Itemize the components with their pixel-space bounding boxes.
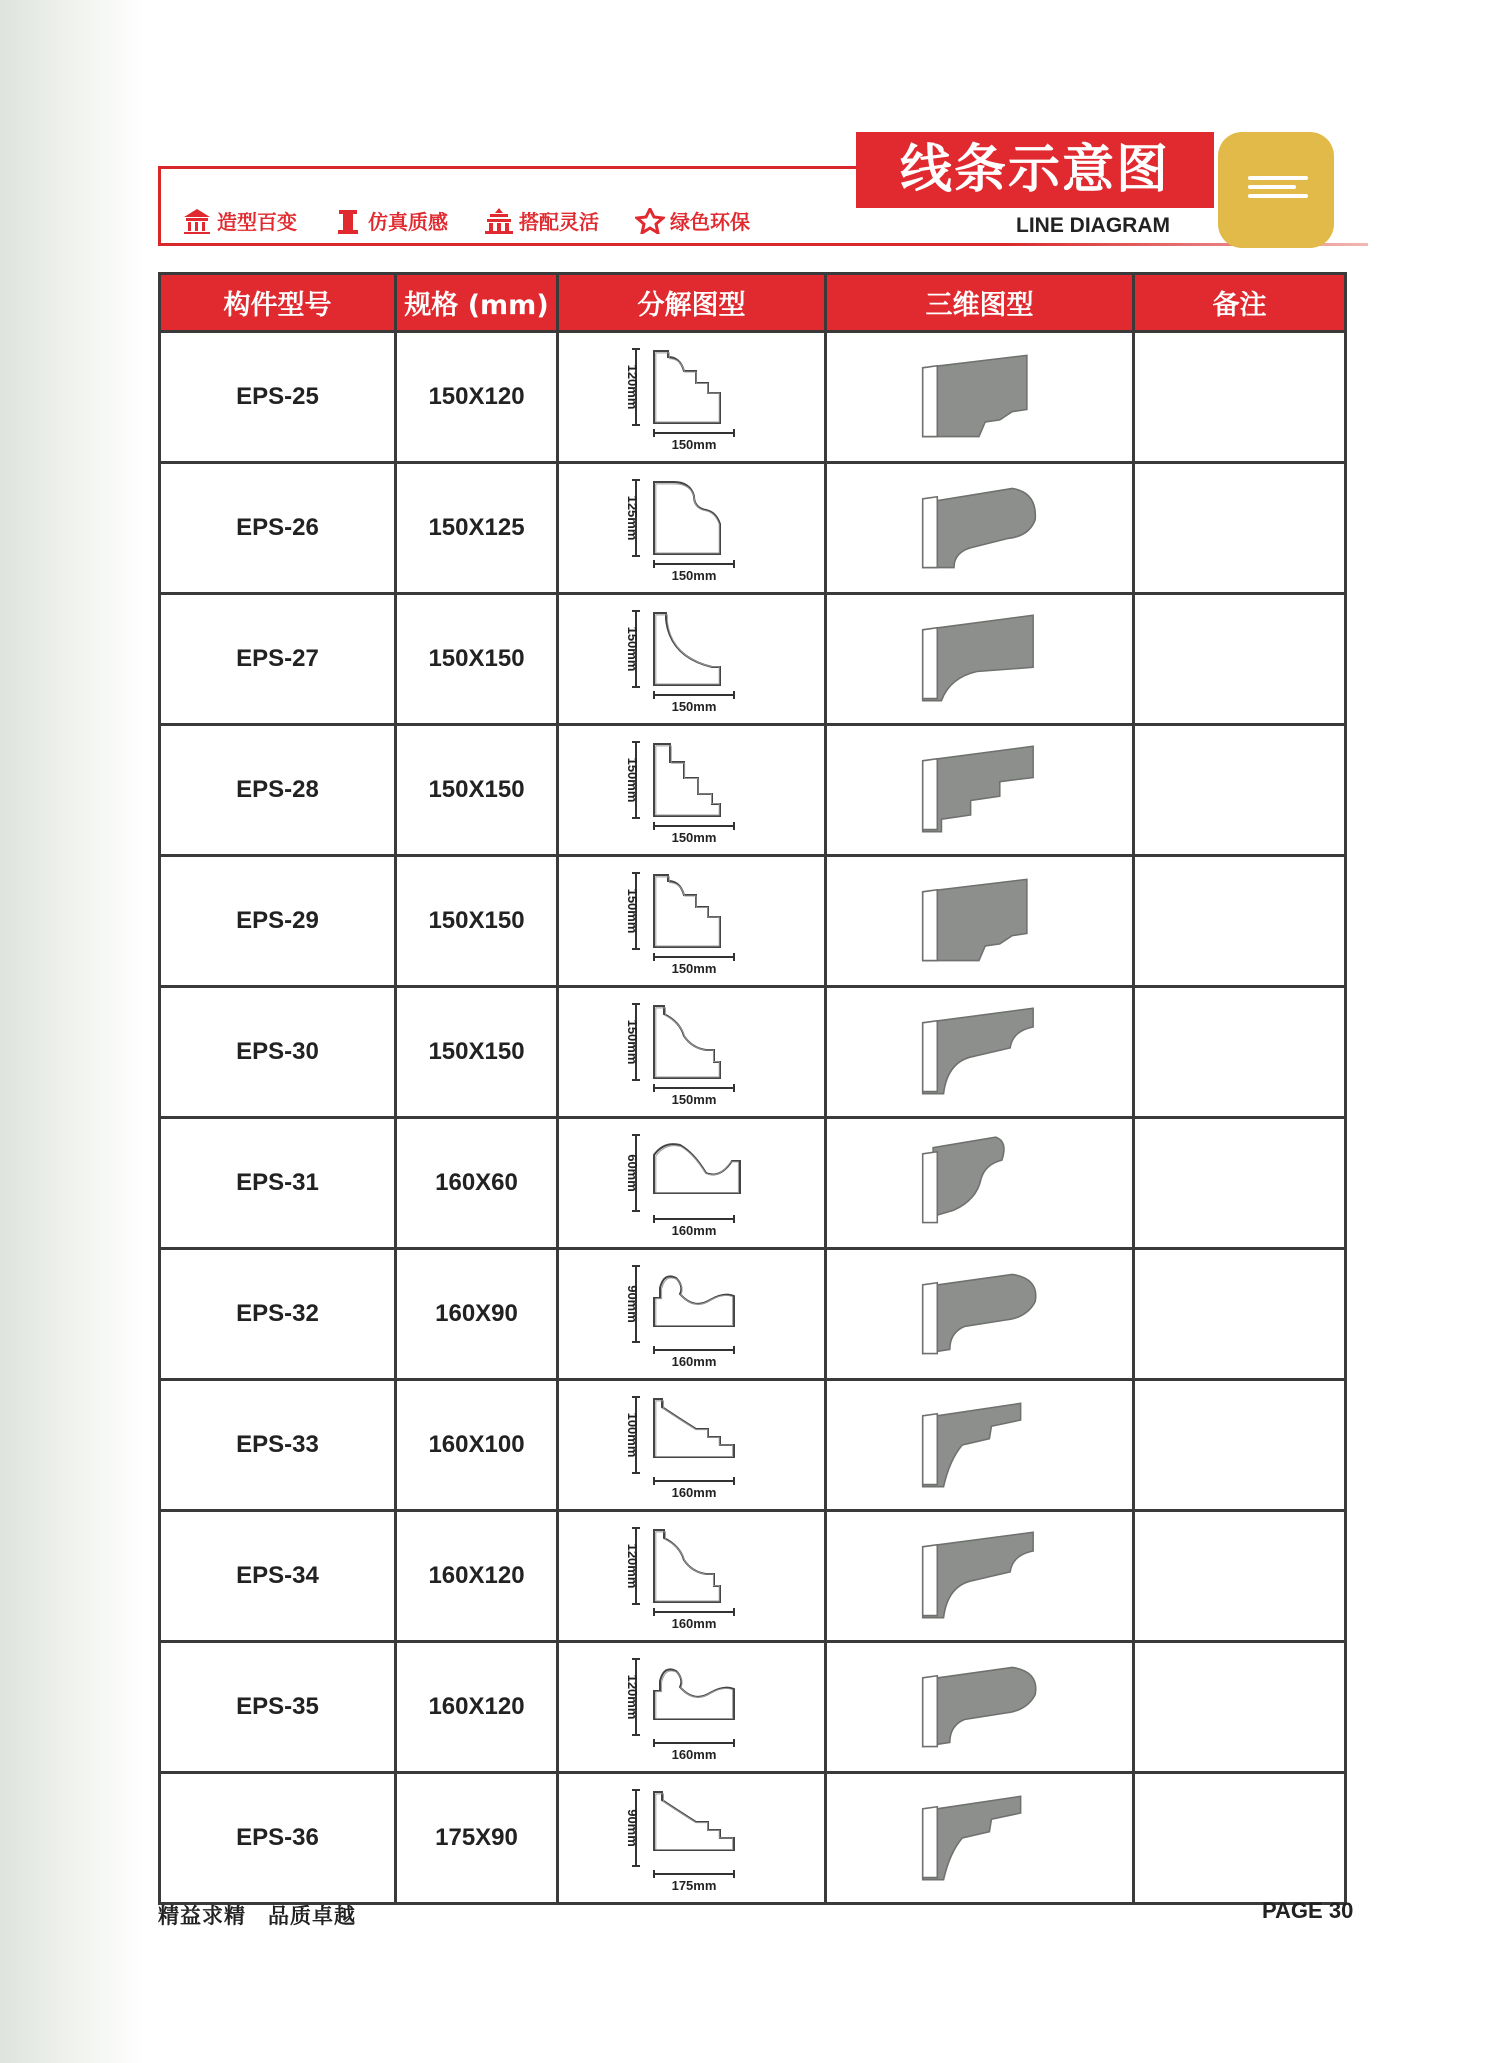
width-dim-label: 175mm <box>671 1878 716 1893</box>
palace-icon <box>484 208 514 234</box>
height-dim-label: 150mm <box>624 1019 640 1065</box>
table-row <box>160 463 1346 594</box>
profile-diagram <box>612 996 772 1108</box>
diagram-cell <box>558 594 826 725</box>
model-cell: EPS-31 <box>160 1118 396 1249</box>
diagram-cell <box>558 1511 826 1642</box>
3d-cell <box>826 1118 1134 1249</box>
diagram-cell <box>558 1249 826 1380</box>
feature-label: 仿真质感 <box>368 212 448 234</box>
remark-cell <box>1134 1511 1346 1642</box>
width-dim-label: 150mm <box>671 830 716 845</box>
height-dim-label: 125mm <box>624 495 640 541</box>
width-dim-label: 160mm <box>671 1747 716 1762</box>
height-dim-label: 120mm <box>624 1674 640 1720</box>
profile-3d-render <box>900 1395 1060 1495</box>
remark-cell <box>1134 332 1346 463</box>
profile-diagram <box>612 865 772 977</box>
remark-cell <box>1134 987 1346 1118</box>
diagram-cell <box>558 856 826 987</box>
diagram-cell <box>558 1642 826 1773</box>
height-dim-label: 150mm <box>624 757 640 803</box>
profile-3d-render <box>900 1264 1060 1364</box>
3d-cell <box>826 1773 1134 1904</box>
3d-cell <box>826 856 1134 987</box>
height-dim-label: 150mm <box>624 888 640 934</box>
width-dim-label: 160mm <box>671 1616 716 1631</box>
profile-3d-render <box>900 871 1060 971</box>
feature-list <box>182 206 750 235</box>
table-row <box>160 1642 1346 1773</box>
height-dim-label: 120mm <box>624 1543 640 1589</box>
3d-cell <box>826 725 1134 856</box>
spec-cell: 150X150 <box>396 594 558 725</box>
spec-cell: 160X100 <box>396 1380 558 1511</box>
remark-cell <box>1134 1249 1346 1380</box>
profile-3d-render <box>900 478 1060 578</box>
feature-item <box>635 206 750 235</box>
3d-cell <box>826 594 1134 725</box>
side-strip <box>0 0 145 2063</box>
col-header-model: 构件型号 <box>160 274 396 332</box>
height-dim-label: 120mm <box>624 364 640 410</box>
page-number: PAGE 30 <box>1262 1898 1354 1923</box>
model-cell: EPS-32 <box>160 1249 396 1380</box>
page-title-en: LINE DIAGRAM <box>1016 214 1170 237</box>
3d-cell <box>826 1249 1134 1380</box>
remark-cell <box>1134 1380 1346 1511</box>
profile-3d-render <box>900 347 1060 447</box>
table-row <box>160 856 1346 987</box>
profile-3d-render <box>900 1788 1060 1888</box>
feature-item <box>484 206 599 235</box>
model-cell: EPS-28 <box>160 725 396 856</box>
col-header-3d: 三维图型 <box>826 274 1134 332</box>
table-row <box>160 1249 1346 1380</box>
profile-diagram <box>612 1127 772 1239</box>
star-icon <box>635 208 665 234</box>
height-dim-label: 150mm <box>624 626 640 672</box>
model-cell: EPS-36 <box>160 1773 396 1904</box>
table-row <box>160 725 1346 856</box>
table-row <box>160 1118 1346 1249</box>
profile-diagram <box>612 1520 772 1632</box>
model-cell: EPS-30 <box>160 987 396 1118</box>
model-cell: EPS-34 <box>160 1511 396 1642</box>
profile-diagram <box>612 1782 772 1894</box>
spec-table <box>158 272 1347 1905</box>
height-dim-label: 90mm <box>624 1809 640 1847</box>
feature-item <box>182 206 297 235</box>
profile-diagram <box>612 341 772 453</box>
width-dim-label: 150mm <box>671 437 716 452</box>
profile-3d-render <box>900 1526 1060 1626</box>
spec-cell: 150X150 <box>396 725 558 856</box>
col-header-spec: 规格 (mm) <box>396 274 558 332</box>
diagram-cell <box>558 1118 826 1249</box>
width-dim-label: 150mm <box>671 961 716 976</box>
width-dim-label: 160mm <box>671 1354 716 1369</box>
table-header-row <box>160 274 1346 332</box>
table-row <box>160 987 1346 1118</box>
diagram-cell <box>558 1773 826 1904</box>
diagram-cell <box>558 1380 826 1511</box>
menu-lines-icon <box>1218 132 1334 248</box>
diagram-cell <box>558 332 826 463</box>
model-cell: EPS-27 <box>160 594 396 725</box>
table-row <box>160 1511 1346 1642</box>
table-row <box>160 332 1346 463</box>
profile-diagram <box>612 472 772 584</box>
profile-diagram <box>612 734 772 846</box>
profile-3d-render <box>900 1002 1060 1102</box>
width-dim-label: 150mm <box>671 568 716 583</box>
spec-cell: 175X90 <box>396 1773 558 1904</box>
spec-cell: 160X120 <box>396 1511 558 1642</box>
width-dim-label: 160mm <box>671 1223 716 1238</box>
3d-cell <box>826 1642 1134 1773</box>
model-cell: EPS-26 <box>160 463 396 594</box>
profile-3d-render <box>900 1657 1060 1757</box>
building-icon <box>182 208 212 234</box>
col-header-diagram: 分解图型 <box>558 274 826 332</box>
width-dim-label: 150mm <box>671 699 716 714</box>
table-row <box>160 1773 1346 1904</box>
feature-item <box>333 206 448 235</box>
width-dim-label: 160mm <box>671 1485 716 1500</box>
feature-label: 搭配灵活 <box>519 212 599 234</box>
feature-label: 造型百变 <box>217 212 297 234</box>
diagram-cell <box>558 725 826 856</box>
feature-label: 绿色环保 <box>670 212 750 234</box>
page-title: 线条示意图 <box>856 132 1214 208</box>
remark-cell <box>1134 725 1346 856</box>
table-row <box>160 594 1346 725</box>
3d-cell <box>826 332 1134 463</box>
profile-3d-render <box>900 740 1060 840</box>
remark-cell <box>1134 1642 1346 1773</box>
col-header-remark: 备注 <box>1134 274 1346 332</box>
3d-cell <box>826 1511 1134 1642</box>
profile-diagram <box>612 1389 772 1501</box>
column-icon <box>333 208 363 234</box>
profile-diagram <box>612 603 772 715</box>
model-cell: EPS-25 <box>160 332 396 463</box>
profile-diagram <box>612 1651 772 1763</box>
3d-cell <box>826 1380 1134 1511</box>
3d-cell <box>826 463 1134 594</box>
spec-cell: 150X120 <box>396 332 558 463</box>
profile-3d-render <box>900 1133 1060 1233</box>
table-row <box>160 1380 1346 1511</box>
diagram-cell <box>558 463 826 594</box>
model-cell: EPS-29 <box>160 856 396 987</box>
diagram-cell <box>558 987 826 1118</box>
model-cell: EPS-33 <box>160 1380 396 1511</box>
width-dim-label: 150mm <box>671 1092 716 1107</box>
spec-cell: 150X150 <box>396 987 558 1118</box>
model-cell: EPS-35 <box>160 1642 396 1773</box>
spec-cell: 160X60 <box>396 1118 558 1249</box>
height-dim-label: 100mm <box>624 1412 640 1458</box>
profile-3d-render <box>900 609 1060 709</box>
remark-cell <box>1134 856 1346 987</box>
remark-cell <box>1134 1773 1346 1904</box>
remark-cell <box>1134 594 1346 725</box>
footer-slogan: 精益求精 品质卓越 <box>158 1905 356 1928</box>
3d-cell <box>826 987 1134 1118</box>
remark-cell <box>1134 1118 1346 1249</box>
profile-diagram <box>612 1258 772 1370</box>
height-dim-label: 60mm <box>624 1154 640 1192</box>
spec-cell: 150X125 <box>396 463 558 594</box>
spec-cell: 160X90 <box>396 1249 558 1380</box>
remark-cell <box>1134 463 1346 594</box>
spec-cell: 160X120 <box>396 1642 558 1773</box>
height-dim-label: 90mm <box>624 1285 640 1323</box>
spec-cell: 150X150 <box>396 856 558 987</box>
